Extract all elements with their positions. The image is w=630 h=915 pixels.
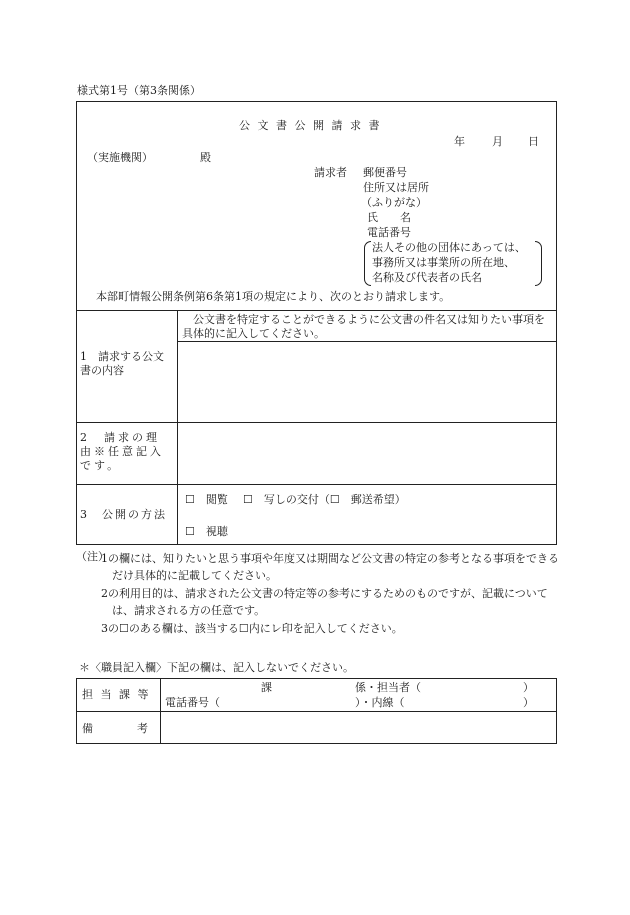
option-watch[interactable]: ☐ 視聴 (185, 525, 228, 538)
kakari-label: 係・担当者（ (355, 681, 421, 694)
postal-code-field[interactable]: 郵便番号 (363, 166, 407, 179)
note-2: 2の利用目的は、請求された公文書の特定等の参考にするためのものですが、記載については、請求される方の任意です。 (101, 587, 548, 617)
agency-label: （実施機関） (87, 151, 153, 164)
phone-field[interactable]: 電話番号 (367, 226, 411, 239)
staff-header: ＊〈職員記入欄〉下記の欄は、記入しないでください。 (79, 661, 354, 674)
remarks-input-area[interactable] (161, 712, 556, 743)
option-copy[interactable]: ☐ 写しの交付（☐ 郵送希望） (243, 493, 406, 506)
left-bracket (364, 241, 371, 286)
note-3: 3の☐のある欄は、該当する☐内にレ印を記入してください。 (101, 622, 403, 635)
reason-input-area[interactable] (178, 423, 556, 483)
naisen-label: ）・内線（ (355, 696, 405, 709)
staff-phone-label: 電話番号（ (165, 696, 220, 709)
date-year[interactable]: 年 (454, 135, 465, 148)
corp-note-line-2: 事務所又は事業所の所在地、 (372, 256, 515, 269)
corp-note-line-1: 法人その他の団体にあっては、 (372, 241, 526, 254)
page-title: 公 文 書 公 開 請 求 書 (239, 119, 382, 132)
content-input-area[interactable] (178, 342, 556, 421)
date-month[interactable]: 月 (492, 135, 503, 148)
content-row-label: 1 請求する公文書の内容 (80, 350, 164, 377)
kakari-close: ） (523, 681, 534, 694)
honorific: 殿 (200, 151, 211, 164)
notes-prefix: （注） (76, 550, 109, 563)
remarks-label: 備 考 (82, 722, 148, 735)
date-day[interactable]: 日 (528, 135, 539, 148)
naisen-close: ） (523, 696, 534, 709)
corp-note-line-3: 名称及び代表者の氏名 (372, 271, 482, 284)
row-divider-2 (76, 484, 557, 485)
request-header-box (76, 101, 557, 311)
furigana-field[interactable]: （ふりがな） (361, 196, 427, 209)
option-view[interactable]: ☐ 閲覧 (185, 493, 228, 506)
name-field[interactable]: 氏 名 (367, 211, 411, 224)
dept-label: 担 当 課 等 (82, 688, 151, 701)
method-row-label: 3 公開の方法 (80, 508, 167, 521)
content-instruction: 公文書を特定することができるように公文書の件名又は知りたい事項を具体的に記入してください。 (182, 313, 545, 340)
note-1: 1の欄には、知りたいと思う事項や年度又は期間など公文書の特定の参考となる事項をできるだけ具体的に記載してください。 (101, 552, 559, 582)
address-field[interactable]: 住所又は居所 (363, 181, 429, 194)
form-id: 様式第1号（第3条関係） (77, 84, 201, 97)
reason-row-label: 2 請求の理由※任意記入です。 (80, 431, 164, 472)
requester-label: 請求者 (314, 166, 347, 179)
right-bracket (535, 241, 542, 286)
request-statement: 本部町情報公開条例第6条第1項の規定により、次のとおり請求します。 (96, 290, 451, 303)
ka-label: 課 (261, 681, 272, 694)
